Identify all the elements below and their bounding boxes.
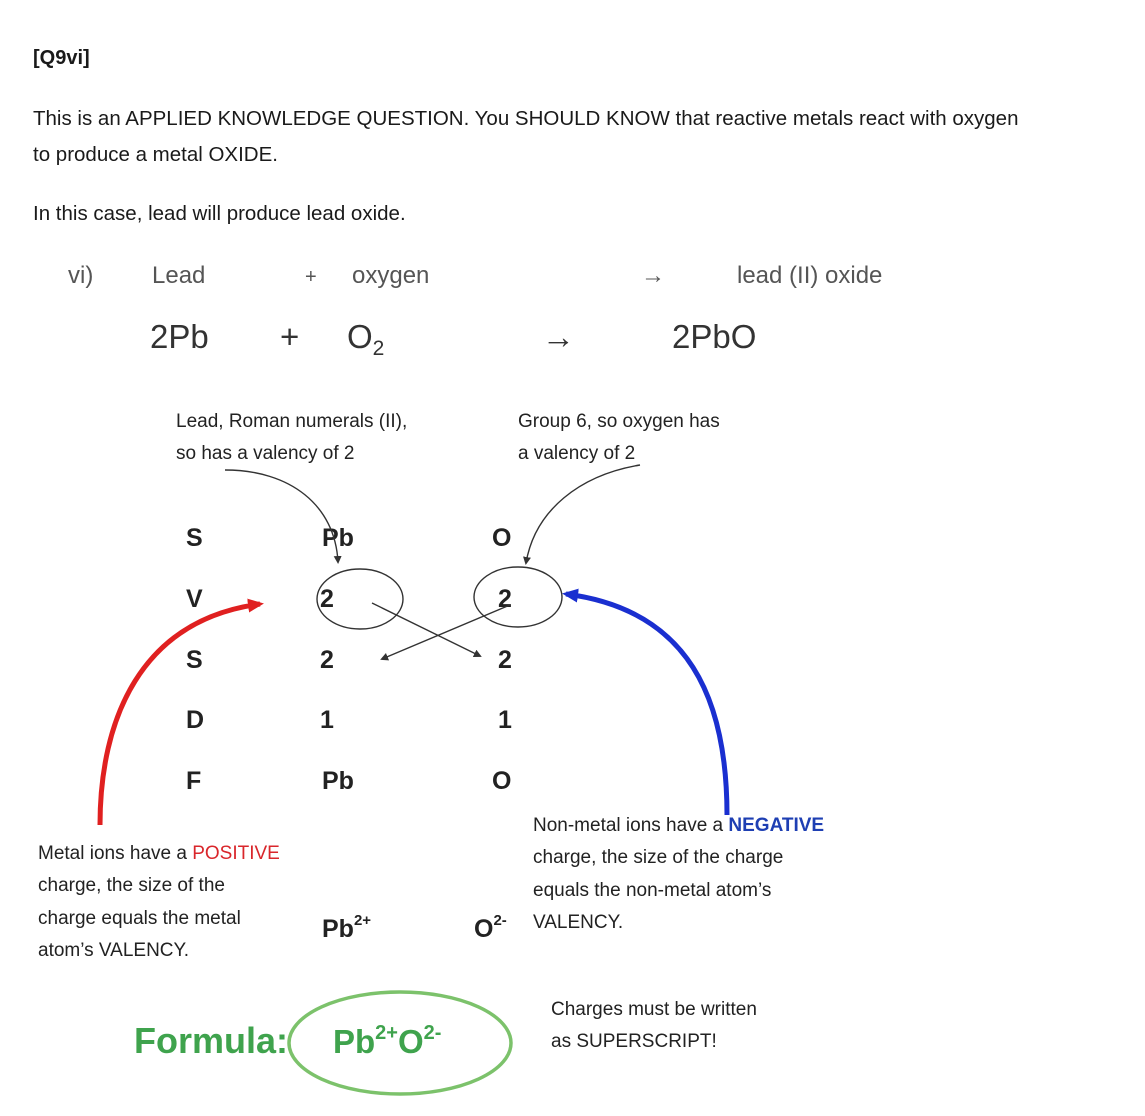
nonmetal-note-prefix: Non-metal ions have a [533, 815, 729, 836]
oxygen-symbol: O [347, 318, 373, 355]
row-label-swap: S [186, 646, 203, 674]
nonmetal-swapped: 2 [498, 646, 512, 674]
metal-swapped: 2 [320, 646, 334, 674]
word-equation-reactant-1: Lead [152, 262, 206, 289]
oxygen-valency-note-line-2: a valency of 2 [518, 443, 636, 464]
metal-ion-charge: 2+ [353, 912, 372, 929]
metal-ion-symbol: Pb [322, 915, 354, 943]
word-equation-reactant-2: oxygen [352, 262, 430, 289]
row-label-valency: V [186, 585, 203, 613]
lead-annotation-arrow [225, 470, 338, 562]
row-label-divide: D [186, 706, 205, 734]
word-equation-arrow: → [641, 262, 665, 289]
nonmetal-note-line-3: equals the non-metal atom’s [533, 880, 772, 901]
oxygen-valency-note-line-1: Group 6, so oxygen has [518, 411, 720, 432]
word-equation-label: vi) [68, 262, 94, 289]
metal-note-line-2: charge, the size of the [38, 875, 225, 896]
symbol-equation-arrow: → [542, 318, 575, 355]
swap-arrow-to-metal [382, 605, 510, 659]
oxygen-subscript: 2 [372, 337, 385, 360]
word-equation-product: lead (II) oxide [737, 262, 883, 289]
intro-line-3: In this case, lead will produce lead oxide. [33, 202, 406, 225]
formula-ellipse [289, 992, 511, 1094]
nonmetal-ion-charge: 2- [493, 912, 507, 929]
metal-formula: Pb [322, 767, 354, 795]
formula-metal-charge: 2+ [375, 1022, 398, 1044]
nonmetal-ion-symbol: O [474, 915, 494, 943]
formula-metal-symbol: Pb [333, 1023, 376, 1060]
metal-valency: 2 [320, 585, 334, 613]
metal-note-line-3: charge equals the metal [38, 908, 241, 929]
formula-nonmetal-charge: 2- [423, 1022, 442, 1044]
metal-symbol: Pb [322, 524, 354, 552]
question-id: [Q9vi] [33, 47, 90, 69]
positive-charge-arrow [100, 604, 260, 825]
metal-note-prefix: Metal ions have a [38, 843, 193, 864]
nonmetal-valency-circle [474, 567, 562, 627]
nonmetal-formula: O [492, 767, 512, 795]
superscript-note-line-2: as SUPERSCRIPT! [551, 1031, 717, 1052]
symbol-equation-product: 2PbO [672, 318, 757, 355]
nonmetal-valency: 2 [498, 585, 512, 613]
intro-line-1: This is an APPLIED KNOWLEDGE QUESTION. You SHOULD KNOW that reactive metals react with oxygen [33, 107, 1019, 130]
word-equation-plus: + [305, 266, 317, 288]
metal-divided: 1 [320, 706, 334, 734]
lead-valency-note-line-1: Lead, Roman numerals (II), [176, 411, 408, 432]
nonmetal-note-line-2: charge, the size of the charge [533, 847, 784, 868]
formula-label: Formula: [134, 1020, 289, 1061]
nonmetal-note-line-4: VALENCY. [533, 912, 624, 933]
positive-highlight: POSITIVE [192, 843, 280, 864]
nonmetal-symbol: O [492, 524, 512, 552]
lead-valency-note-line-2: so has a valency of 2 [176, 443, 355, 464]
metal-note-line-4: atom’s VALENCY. [38, 940, 190, 961]
nonmetal-divided: 1 [498, 706, 512, 734]
oxygen-annotation-arrow [526, 465, 640, 563]
formula-nonmetal-symbol: O [397, 1023, 424, 1060]
intro-line-2: to produce a metal OXIDE. [33, 143, 278, 166]
swap-arrow-to-nonmetal [372, 603, 480, 656]
superscript-note-line-1: Charges must be written [551, 999, 757, 1020]
row-label-symbol: S [186, 524, 203, 552]
negative-charge-arrow [566, 594, 727, 815]
symbol-equation-reactant-1: 2Pb [150, 318, 209, 355]
symbol-equation-plus: + [280, 318, 300, 355]
row-label-formula: F [186, 767, 202, 795]
metal-valency-circle [317, 569, 403, 629]
negative-highlight: NEGATIVE [728, 815, 825, 836]
